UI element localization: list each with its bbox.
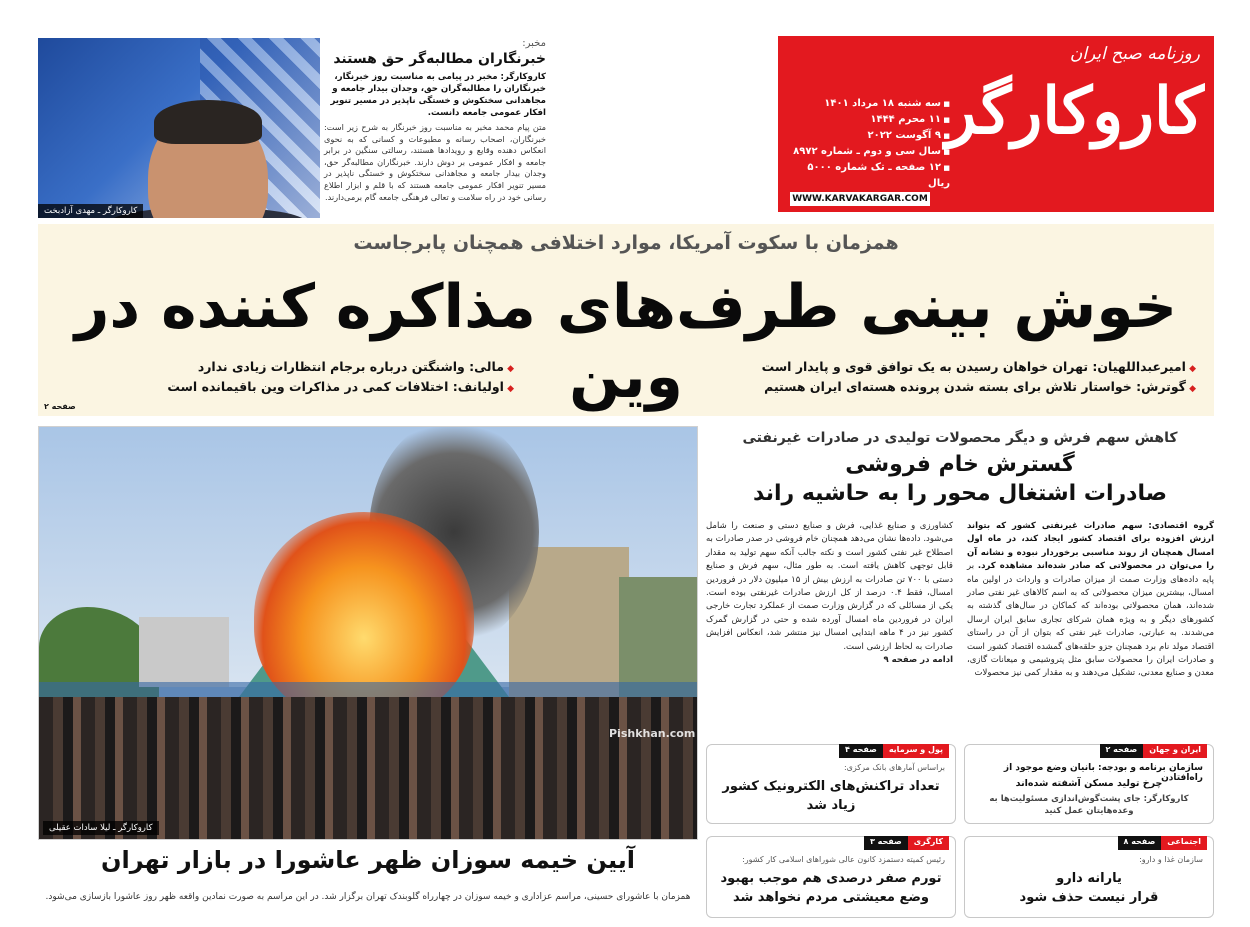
portrait-photo [38,38,320,218]
box-source: رئیس کمیته دستمزد کانون عالی شوراهای اسلامی کار کشور: [742,855,945,864]
box-text: چرخ تولید مسکن آشفته شده‌اند [1015,778,1163,789]
economy-columns [706,520,1214,681]
economy-supertitle: کاهش سهم فرش و دیگر محصولات تولیدی در صادرات غیرنفتی [742,430,1178,446]
photo-credit: کاروکارگر ـ لیلا سادات عقیلی [43,821,159,835]
top-story-headline[interactable]: خبرنگاران مطالبه‌گر حق هستند [333,51,546,67]
box-headline-line: قرار نیست حذف شود [1019,890,1159,905]
banner-bullets-left [54,358,514,398]
box-section: کارگری [908,836,949,850]
watermark: Pishkhan.com [609,727,696,740]
box-subtext: کاروکارگر: جای پشت‌گوش‌اندازی مسئولیت‌ها به وعده‌هایتان عمل کنید [989,794,1189,816]
masthead-tagline: روزنامه صبح ایران [1069,44,1200,64]
banner-bullet[interactable]: ◆ مالی: واشنگتن درباره برجام انتظارات زیادی ندارد [54,358,514,378]
box-source: سازمان برنامه و بودجه: بانیان وضع موجود از راه‌افتادن [1003,763,1203,783]
photo-caption-title[interactable]: آیین خیمه سوزان ظهر عاشورا در بازار تهران [100,846,636,874]
banner-bullet[interactable]: ◆ گوترش: خواستار تلاش برای بسته شدن پرونده هسته‌ای ایران هستیم [676,378,1196,398]
box-headline-line: وضع معیشتی مردم نخواهد شد [732,890,929,905]
newspaper-logo[interactable]: کاروکارگر [945,74,1204,149]
photo-building [139,617,229,687]
economy-column-right [967,520,1214,681]
masthead [778,36,1214,212]
portrait-credit: کاروکارگر ـ مهدی آزادبخت [38,204,143,218]
news-box-money[interactable] [706,744,956,824]
box-section: ایران و جهان [1143,744,1207,758]
economy-column-left [706,520,953,681]
box-headline-line: تعداد تراکنش‌های الکترونیک کشور [722,779,940,794]
economy-lead: گروه اقتصادی: سهم صادرات غیرنفتی کشور که بتواند ارزش افزوده برای اقتصاد کشور ایجاد کند، در ماه اول امسال همچنان از روند مناسبی برخوردار نبوده و نشانه آن را می‌توان در محصولاتی که صادر شده‌اند مشاهده کرد. [967,521,1215,572]
main-banner [38,224,1214,416]
masthead-info [790,96,950,191]
top-story-kicker: مخبر: [522,38,546,49]
banner-bullet[interactable]: ◆ امیرعبداللهیان: تهران خواهان رسیدن به یک توافق قوی و پایدار است [676,358,1196,378]
news-box-iran-world[interactable] [964,744,1214,824]
box-headline [717,777,945,815]
date-hijri: ■ ۱۱ محرم ۱۴۴۴ [790,112,950,128]
box-headline [717,869,945,907]
date-gregorian: ■ ۹ آگوست ۲۰۲۲ [790,128,950,144]
economy-title[interactable]: گسترش خام فروشی [845,452,1075,477]
top-story[interactable] [324,38,546,218]
box-tag [1118,836,1207,850]
box-page: صفحه ۳ [864,836,908,850]
continue-link[interactable]: ادامه در صفحه ۹ [883,655,953,666]
banner-page-ref: صفحه ۲ [44,402,76,411]
box-headline [975,869,1203,907]
news-box-social[interactable] [964,836,1214,918]
photo-crowd [39,697,697,840]
box-page: صفحه ۸ [1118,836,1162,850]
box-page: صفحه ۴ [839,744,883,758]
date-persian: ■ سه شنبه ۱۸ مرداد ۱۴۰۱ [790,96,950,112]
website-link[interactable]: WWW.KARVAKARGAR.COM [790,192,930,206]
photo-caption-text: همزمان با عاشورای حسینی، مراسم عزاداری و خیمه سوزان در چهارراه گلوبندک تهران برگزار شد. در این مراسم به صورت نمادین واقعه ظهر روز عاشورا بازسازی می‌شود. [45,892,691,902]
economy-article[interactable] [706,426,1214,742]
box-tag [864,836,949,850]
top-story-body: متن پیام محمد مخبر به مناسبت روز خبرنگار به شرح زیر است: خبرنگاران، اصحاب رسانه و مطبوعات و کسانی که به نحوی انعکاس دهنده وقایع و رویدادها هستند، رسالتی سنگین در برابر جامعه و افکار عمومی بر دوش دارند. خبرنگاران مطالبه‌گر حق، وجدان بیدار جامعه و مجاهدانی سختکوش و خستگی ناپذیر در مسیر تنویر افکار عمومی جامعه هستند که با قلم و ابزار اطلاع رسانی خود در راه سلامت و تعالی فرهنگی جامعه گام برمی‌دارند. [324,122,546,202]
portrait-hair [154,100,262,144]
banner-supertitle: همزمان با سکوت آمریکا، موارد اختلافی همچنان پابرجاست [353,232,899,254]
box-section: پول و سرمایه [883,744,949,758]
news-box-labor[interactable] [706,836,956,918]
box-source: براساس آمارهای بانک مرکزی: [843,763,945,772]
economy-subtitle[interactable]: صادرات اشتغال محور را به حاشیه راند [753,481,1167,506]
issue-number: ■ سال سی و دوم ـ شماره ۸۹۷۲ [790,144,950,160]
ashura-photo [38,426,698,840]
box-source: سازمان غذا و دارو: [1139,855,1203,864]
banner-bullet[interactable]: ◆ اولیانف: اختلافات کمی در مذاکرات وین باقیمانده است [54,378,514,398]
banner-headline[interactable]: خوش بینی طرف‌های مذاکره کننده در وین [74,272,1178,412]
box-tag [1100,744,1208,758]
economy-body: بر پایه داده‌های وزارت صمت از میزان صادرات و واردات در اولین ماه امسال، بیشترین میزان محصولاتی که به اسم کالاهای غیر نفتی صادر شده‌اند، همان محصولاتی بوده‌اند که کماکان در سال‌های گذشته به کشورهای دیگر و به ویژه همان شرکای تجاری سابق ایران ارسال می‌شدند. به عبارتی، صادرات غیر نفتی که بتوان از آن در راستای اقتصاد مولد نام برد همچنان جزو حلقه‌های گمشده اقتصاد کشور است و صادرات ایران را محصولات سابق مثل پتروشیمی و میعانات گازی، معدن و صنایع معدنی، تشکیل می‌دهند و به مقدار کمی نیز محصولات [967,561,1214,679]
box-headline-line: تورم صفر درصدی هم موجب بهبود [720,871,942,886]
box-section: اجتماعی [1161,836,1207,850]
economy-body: کشاورزی و صنایع غذایی، فرش و صنایع دستی و صنعت را شامل می‌شود. داده‌ها نشان می‌دهد همچنان خام فروشی در صدر صادرات به اصطلاح غیر نفتی کشور است و نکته جالب آنکه سهم تولید به مقدار قابل توجهی کاهش یافته است. به طور مثال، سهم فرش و صنایع دستی با ۷۰۰ تن صادرات به ارزش بیش از ۱۵ میلیون دلار در فروردین امسال، فقط ۰.۴ درصد از کل ارزش صادرات غیرنفتی بوده است. یکی از مسائلی که در گزارش وزارت صمت از عملکرد تجارت خارجی ایران در فروردین ماه امسال آورده شده و حتی در گزارش گمرک کشور نیز در ۴ ماهه ابتدایی امسال نیز منتشر شد، انعکاس افزایش صادرات به لحاظ ارزشی است. [706,521,954,652]
banner-bullets-right [676,358,1196,398]
box-headline-line: یارانه دارو [1056,871,1122,886]
top-story-lead: کاروکارگر: مخبر در پیامی به مناسبت روز خبرنگار، خبرنگاران را مطالبه‌گران حق، وجدان بیدار جامعه و مجاهدانی سختکوش و خستگی ناپذیر در مسیر تنویر افکار عمومی جامعه دانست. [330,72,546,118]
box-tag [839,744,949,758]
box-page: صفحه ۲ [1100,744,1144,758]
box-headline-line: زیاد شد [806,798,856,813]
pages-price: ■ ۱۲ صفحه ـ تک شماره ۵۰۰۰ ریال [790,160,950,191]
